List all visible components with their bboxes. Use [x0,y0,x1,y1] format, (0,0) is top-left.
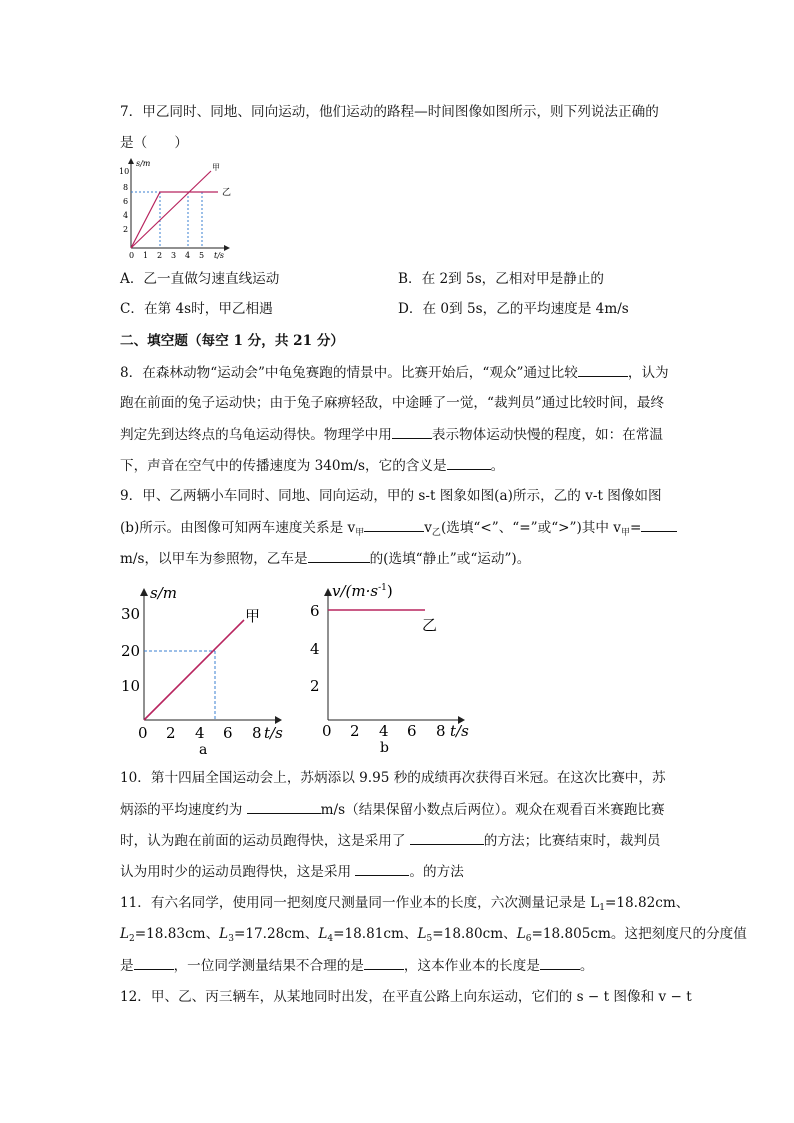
q7-xtick: 4 [185,251,191,260]
q9-text: (选填“<”、“=”或“>”)其中 v [440,520,621,536]
q11-text: ，这本作业本的长度是 [403,958,540,974]
q11-line3 [120,955,593,976]
chart-b-xtick: 8 [436,722,446,740]
chart-b-xtick: 2 [350,722,360,740]
chart-b-ylabel-sup: -1 [378,583,387,593]
q11-line1 [120,893,689,918]
q7-xtick: 0 [129,251,135,260]
chart-a-xlabel: t/s [264,724,283,742]
q10-text: 。的方法 [409,864,464,880]
q11-text: =18.82cm、 [604,895,690,911]
chart-a-label-jia: 甲 [245,607,261,625]
q8-line3 [120,424,663,445]
q11-val: =18.81cm、 [333,926,418,942]
q7-ytick: 6 [123,197,129,206]
q9-text: (b)所示。由图像可知两车速度关系是 v [120,520,356,536]
q9-chart-a [112,580,297,760]
q11-sub: 3 [228,934,234,944]
q7-chart [116,158,236,263]
q11-text: 11．有六名同学，使用同一把刻度尺测量同一作业本的长度，六次测量记录是 L [120,895,600,911]
q11-L: L [120,926,130,942]
q10-text: 认为用时少的运动员跑得快，这是采用 [120,864,356,880]
blank[interactable] [364,955,404,970]
q11-L: L [516,926,526,942]
q9-text: m/s，以甲车为参照物，乙车是 [120,551,308,567]
q8-text: 表示物体运动快慢的程度，如：在常温 [431,427,663,443]
q11-val: =18.80cm、 [432,926,517,942]
q7-label-jia: 甲 [212,163,220,172]
chart-b-ylabel-end: ) [386,582,393,600]
q7-xtick: 3 [171,251,177,260]
q8-text: 下，声音在空气中的传播速度为 340m/s，它的含义是 [120,458,447,474]
chart-b-ytick: 4 [310,640,320,658]
q11-val: =17.28cm、 [233,926,319,942]
q7-ytick: 10 [119,167,130,176]
q11-sub: 5 [426,934,433,944]
chart-a-ytick: 30 [121,605,141,623]
q11-L: L [318,926,328,942]
q7-line-jia [131,171,211,248]
blank[interactable] [392,424,432,439]
q8-text: 。 [490,458,505,474]
q11-L: L [219,926,229,942]
chart-b-xtick: 4 [379,722,389,740]
q7-ytick: 8 [123,183,129,192]
q10-line1: 10．第十四届全国运动会上，苏炳添以 9.95 秒的成绩再次获得百米冠。在这次比赛中，苏 [120,770,666,786]
chart-b-ylabel [332,582,393,600]
q10-line3 [120,830,661,851]
q7-line-yi [131,192,218,248]
q9-sub: 乙 [431,528,441,538]
chart-a-xtick: 2 [166,724,176,742]
q10-text: 的方法；比赛结束时，裁判员 [483,833,661,849]
blank[interactable] [355,861,409,876]
q11-text: ，一位同学测量结果不合理的是 [173,958,364,974]
q11-text: 。 [579,958,594,974]
chart-a-line-jia [144,620,244,720]
q11-val: =18.805cm。这把刻度尺的分度值 [531,926,747,942]
q7-xlabel: t/s [214,251,225,260]
q9-line3 [120,548,530,569]
chart-a-xtick: 4 [195,724,205,742]
q7-ylabel: s/m [136,159,151,168]
q7-xtick: 5 [199,251,205,260]
q8-line2: 跑在前面的兔子运动快；由于兔子麻痹轻敌，中途睡了一觉，“裁判员”通过比较时间，最终 [120,395,665,411]
blank[interactable] [540,955,580,970]
q9-text: 的(选填“静止”或“运动”)。 [369,551,531,567]
q7-xtick: 2 [157,251,163,260]
chart-a-xtick: 8 [252,724,262,742]
blank[interactable] [364,517,424,532]
chart-a-xtick: 6 [223,724,233,742]
q8-line1 [120,362,669,383]
q11-sub: 4 [327,934,334,944]
q12-line1: 12．甲、乙、丙三辆车，从某地同时出发，在平直公路上向东运动，它们的 s − t 图像和 v − t [120,989,692,1005]
blank[interactable] [247,799,321,814]
chart-a-caption: a [199,742,208,758]
chart-b-ytick: 6 [310,602,320,620]
chart-a-ylabel: s/m [150,584,177,602]
chart-b-ytick: 2 [310,677,320,695]
q7-option-c: C．在第 4s时，甲乙相遇 [120,301,273,317]
q10-line2 [120,799,665,820]
q7-ytick: 4 [123,211,129,220]
q7-option-b: B．在 2到 5s，乙相对甲是静止的 [398,271,605,287]
q10-text: 炳添的平均速度约为 [120,802,247,818]
q11-sub: 1 [599,903,605,913]
q11-sub: 2 [129,934,135,944]
q7-option-d: D．在 0到 5s，乙的平均速度是 4m/s [398,301,629,317]
chart-b-caption: b [380,740,389,756]
blank[interactable] [578,362,628,377]
q7-option-a: A．乙一直做匀速直线运动 [120,271,280,287]
q8-text: 8．在森林动物“运动会”中龟兔赛跑的情景中。比赛开始后，“观众”通过比较 [120,365,578,381]
chart-b-xlabel: t/s [450,722,469,740]
q11-val: =18.83cm、 [134,926,220,942]
chart-a-ytick: 20 [121,642,141,660]
q7-line1: 7．甲乙同时、同地、同向运动，他们运动的路程—时间图像如图所示，则下列说法正确的 [120,104,659,120]
chart-b-xtick: 6 [407,722,417,740]
q9-line2 [120,517,677,543]
q8-line4 [120,455,504,476]
blank[interactable] [308,548,370,563]
chart-b-xtick: 0 [322,722,332,740]
blank[interactable] [641,517,677,532]
chart-a-xtick: 0 [138,724,148,742]
q7-ytick: 2 [123,225,129,234]
q10-text: 时，认为跑在前面的运动员跑得快，这是采用了 [120,833,410,849]
q10-line4 [120,861,464,882]
q7-label-yi: 乙 [222,188,232,198]
blank[interactable] [134,955,174,970]
chart-a-ytick: 10 [121,677,141,695]
q10-text: m/s（结果保留小数点后两位）。观众在观看百米赛跑比赛 [320,802,665,818]
q9-text: v [424,520,432,536]
q9-sub: 甲 [620,528,630,538]
q9-chart-b [300,580,485,760]
section-heading: 二、填空题（每空 1 分，共 21 分） [120,333,345,349]
q8-text: 判定先到达终点的乌龟运动得快。物理学中用 [120,427,392,443]
q7-line2: 是（ ） [120,135,188,151]
blank[interactable] [410,830,484,845]
q9-line1: 9．甲、乙两辆小车同时、同地、同向运动，甲的 s-t 图象如图(a)所示，乙的 v-t 图像如图 [120,488,662,504]
blank[interactable] [447,455,491,470]
q9-sub: 甲 [355,528,365,538]
q11-sub: 6 [525,934,532,944]
q11-line2 [120,924,747,949]
q8-text: ，认为 [627,365,669,381]
q11-text: 是 [120,958,134,974]
chart-b-ylabel-main: v/(m·s [332,582,379,600]
q9-text: = [630,520,642,536]
chart-b-label-yi: 乙 [422,616,438,634]
q11-L: L [417,926,427,942]
q7-xtick: 1 [143,251,149,260]
